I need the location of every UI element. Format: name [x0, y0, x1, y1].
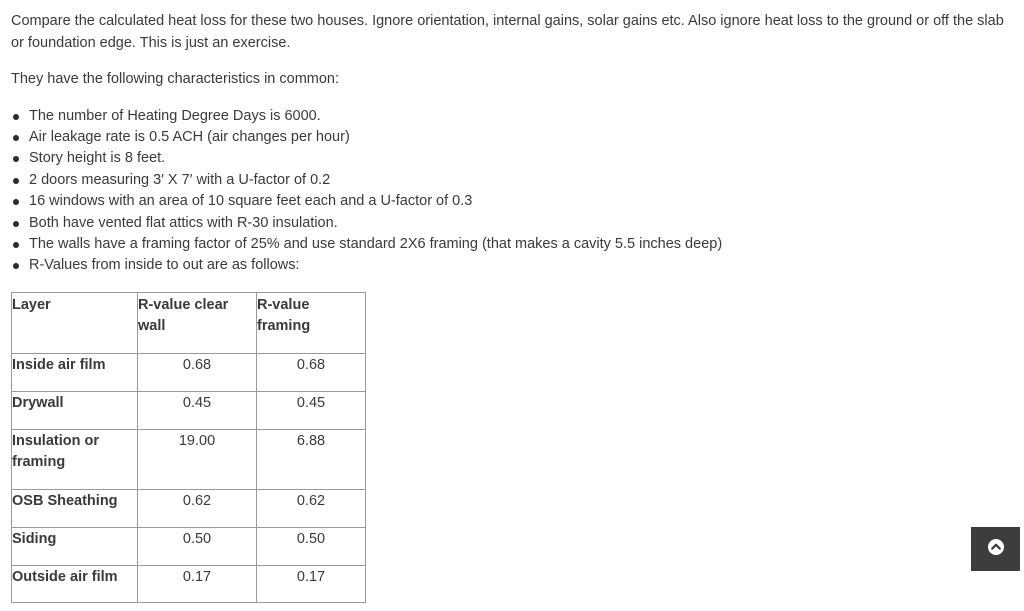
chevron-up-circle-icon — [987, 538, 1005, 560]
list-item: 2 doors measuring 3′ X 7′ with a U-factor of 0.2 — [11, 170, 1016, 191]
characteristics-list — [11, 106, 1016, 277]
framing-cell: 0.62 — [257, 489, 366, 527]
list-item: Air leakage rate is 0.5 ACH (air changes per hour) — [11, 127, 1016, 148]
list-item: Both have vented flat attics with R-30 insulation. — [11, 213, 1016, 234]
header-layer: Layer — [12, 292, 138, 353]
layer-cell: Inside air film — [12, 353, 138, 391]
framing-cell: 0.50 — [257, 527, 366, 565]
table-row — [12, 565, 366, 602]
clear-wall-cell: 0.45 — [138, 391, 257, 429]
article-content — [11, 11, 1016, 603]
layer-cell: Siding — [12, 527, 138, 565]
layer-cell: Drywall — [12, 391, 138, 429]
common-heading: They have the following characteristics in common: — [11, 71, 340, 87]
clear-wall-cell: 0.68 — [138, 353, 257, 391]
clear-wall-cell: 0.17 — [138, 565, 257, 602]
layer-cell: Outside air film — [12, 565, 138, 602]
intro-paragraph: Compare the calculated heat loss for these two houses. Ignore orientation, internal gains, solar gains etc. Also ignore heat loss to the ground or off the slab or foundation edge. This is just an exercise. — [11, 13, 1004, 51]
table-header-row — [12, 292, 366, 353]
list-item: R-Values from inside to out are as follows: — [11, 255, 1016, 276]
framing-cell: 0.17 — [257, 565, 366, 602]
header-r-framing: R-value framing — [257, 292, 366, 353]
table-row — [12, 353, 366, 391]
framing-cell: 6.88 — [257, 429, 366, 489]
layer-cell: OSB Sheathing — [12, 489, 138, 527]
list-item: Story height is 8 feet. — [11, 148, 1016, 169]
table-row — [12, 391, 366, 429]
r-value-table — [11, 292, 366, 603]
header-r-clear-wall: R-value clear wall — [138, 292, 257, 353]
clear-wall-cell: 19.00 — [138, 429, 257, 489]
list-item: 16 windows with an area of 10 square feet each and a U-factor of 0.3 — [11, 191, 1016, 212]
scroll-to-top-button[interactable] — [971, 527, 1020, 571]
layer-cell: Insulation or framing — [12, 429, 138, 489]
table-row — [12, 429, 366, 489]
clear-wall-cell: 0.50 — [138, 527, 257, 565]
list-item: The number of Heating Degree Days is 6000. — [11, 106, 1016, 127]
table-row — [12, 527, 366, 565]
table-row — [12, 489, 366, 527]
list-item: The walls have a framing factor of 25% and use standard 2X6 framing (that makes a cavity 5.5 inches deep) — [11, 234, 1016, 255]
framing-cell: 0.45 — [257, 391, 366, 429]
framing-cell: 0.68 — [257, 353, 366, 391]
clear-wall-cell: 0.62 — [138, 489, 257, 527]
